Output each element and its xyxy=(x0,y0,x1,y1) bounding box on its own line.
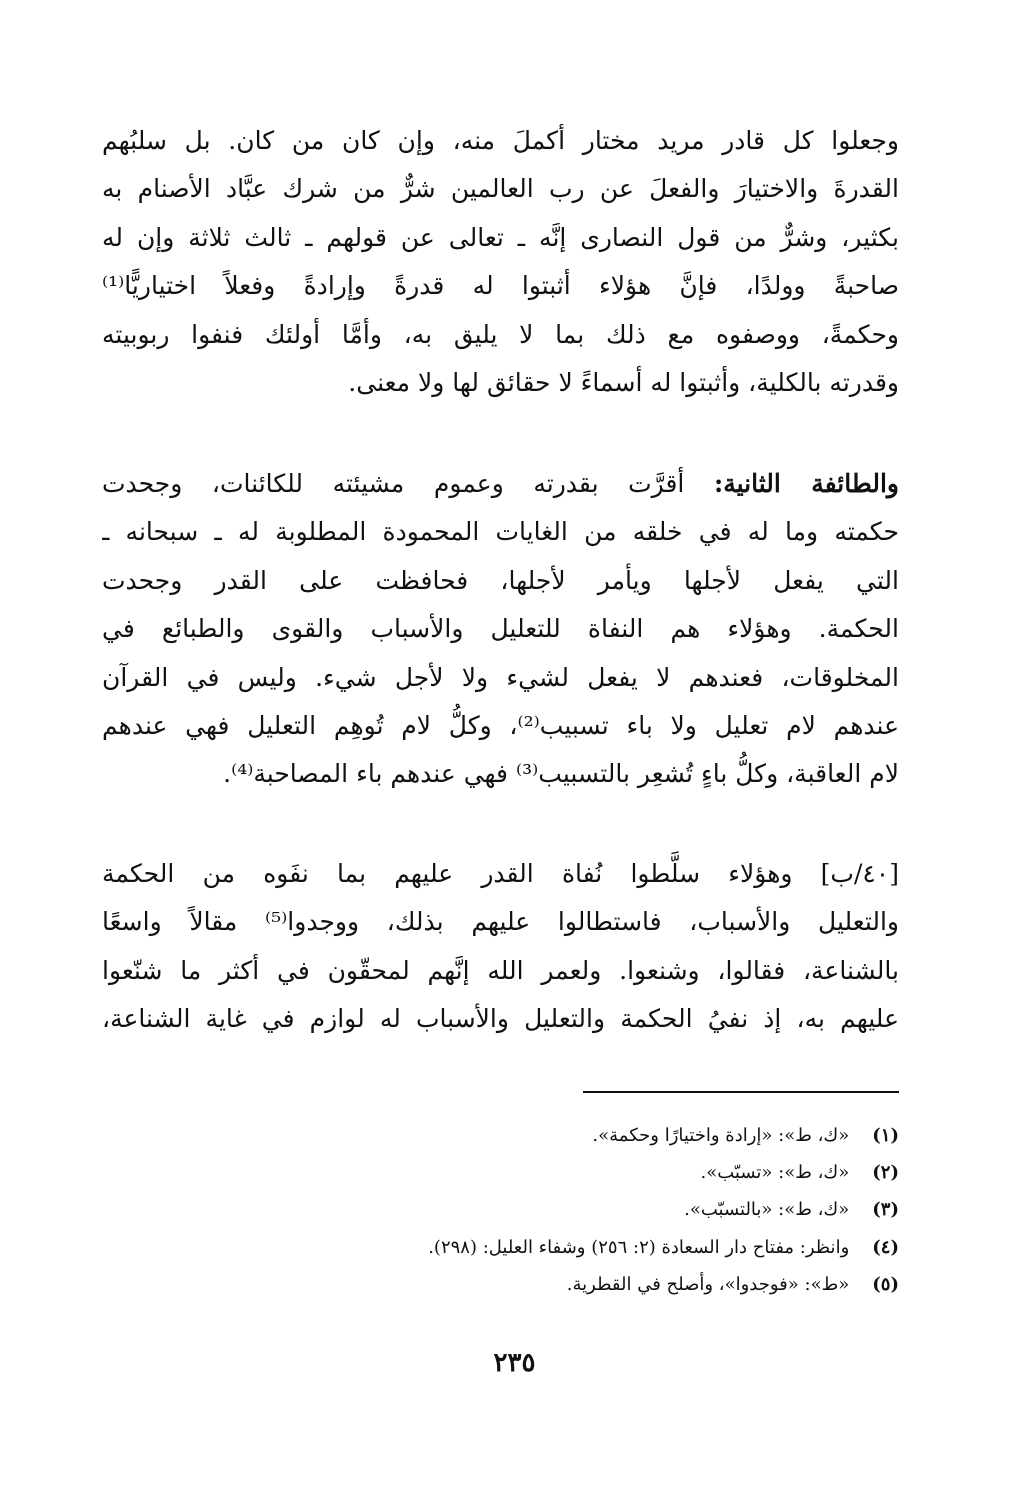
text-line: بكثير، وشرٌّ من قول النصارى إنَّه ـ تعالى عن قولهم ـ ثالث ثلاثة وإن له xyxy=(102,222,899,252)
footnote-number: (١) xyxy=(872,1125,899,1146)
text-line: وحكمةً، ووصفوه مع ذلك بما لا يليق به، وأمَّا أولئك فنفوا ربوبيته xyxy=(102,319,899,349)
text-fragment: أقرَّت بقدرته وعموم مشيئته للكائنات، وجحدت xyxy=(102,469,714,498)
text-line: القدرةَ والاختيارَ والفعلَ عن رب العالمين شرٌّ من شرك عبَّاد الأصنام به xyxy=(102,174,899,204)
footnote-number: (٢) xyxy=(872,1162,899,1184)
text-line: [٤٠/ب] وهؤلاء سلَّطوا نُفاة القدر عليهم بما نفَوه من الحكمة xyxy=(102,859,899,888)
footnote-text: وانظر: مفتاح دار السعادة (٢: ٢٥٦) وشفاء العليل: (٢٩٨). xyxy=(428,1236,850,1258)
paragraph-1 xyxy=(102,117,899,407)
text-line: والتعليل والأسباب، فاستطالوا عليهم بذلك، ووجدوا⁽⁵⁾ مقالاً واسعًا xyxy=(102,907,899,937)
footnote-text: «ك، ط»: «بالتسبّب». xyxy=(684,1199,850,1221)
footnote-separator xyxy=(583,1091,899,1093)
text-line: عندهم لام تعليل ولا باء تسبيب⁽²⁾، وكلُّ لام تُوهِم التعليل فهي عندهم xyxy=(102,710,899,740)
footnote-item xyxy=(102,1191,899,1228)
page-number: ٢٣٥ xyxy=(493,1348,536,1378)
text-line: حكمته وما له في خلقه من الغايات المحمودة المطلوبة له ـ سبحانه ـ xyxy=(102,517,899,547)
text-line: المخلوقات، فعندهم لا يفعل لشيء ولا لأجل شيء. وليس في القرآن xyxy=(102,662,899,692)
paragraph-3 xyxy=(102,850,899,1044)
footnote-item xyxy=(102,1117,899,1154)
footnote-text: «ك، ط»: «إرادة واختيارًا وحكمة». xyxy=(592,1125,850,1146)
footnote-item xyxy=(102,1154,899,1191)
text-line: بالشناعة، فقالوا، وشنعوا. ولعمر الله إنَّهم لمحقّون في أكثر ما شنّعوا xyxy=(102,955,899,985)
footnote-item xyxy=(102,1266,899,1303)
text-line: وجعلوا كل قادر مريد مختار أكملَ منه، وإن كان من كان. بل سلبُهم xyxy=(102,126,899,155)
footnotes-list xyxy=(102,1117,899,1303)
text-line: وقدرته بالكلية، وأثبتوا له أسماءً لا حقائق لها ولا معنى. xyxy=(348,367,899,397)
text-line: عليهم به، إذ نفيُ الحكمة والتعليل والأسباب له لوازم في غاية الشناعة، xyxy=(102,1004,899,1034)
footnote-item xyxy=(102,1229,899,1266)
text-line: لام العاقبة، وكلُّ باءٍ تُشعِر بالتسبيب⁽³⁾ فهي عندهم باء المصاحبة⁽⁴⁾. xyxy=(223,759,899,789)
footnote-text: «ط»: «فوجدوا»، وأصلح في القطرية. xyxy=(566,1273,850,1295)
footnote-number: (٣) xyxy=(872,1199,899,1221)
text-line: صاحبةً وولدًا، فإنَّ هؤلاء أثبتوا له قدرةً وإرادةً وفعلاً اختياريًّا⁽¹⁾ xyxy=(102,271,899,301)
text-line: الحكمة. وهؤلاء هم النفاة للتعليل والأسباب والقوى والطبائع في xyxy=(102,614,899,644)
paragraph-2 xyxy=(102,460,899,799)
footnote-number: (٥) xyxy=(872,1273,899,1295)
section-heading: والطائفة الثانية: xyxy=(714,469,899,498)
text-line-with-lead xyxy=(102,460,899,508)
footnote-text: «ك، ط»: «تسبّب». xyxy=(700,1162,850,1184)
text-line: التي يفعل لأجلها ويأمر لأجلها، فحافظت على القدر وجحدت xyxy=(102,565,899,595)
footnote-number: (٤) xyxy=(872,1236,899,1258)
